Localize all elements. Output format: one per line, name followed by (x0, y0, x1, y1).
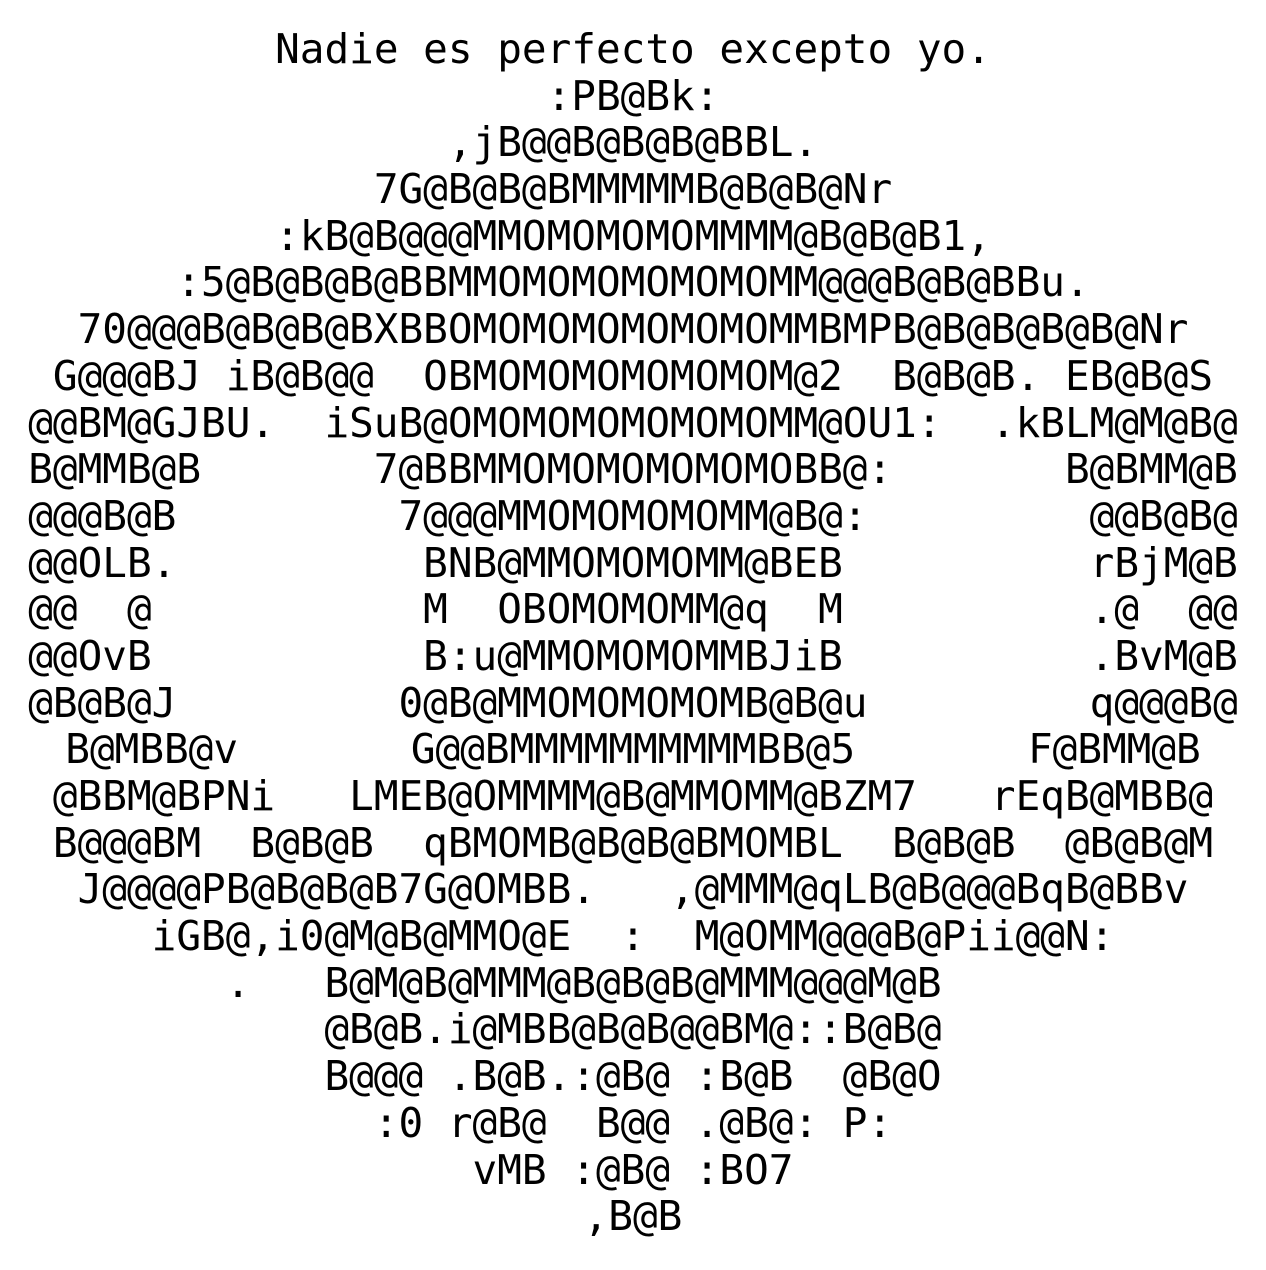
caption-text: Nadie es perfecto excepto yo. (275, 25, 991, 73)
art-line: @@ @ M OBOMOMOMM@q M .@ @@ (28, 585, 1238, 634)
art-line: @B@B@J 0@B@MMOMOMOMOMB@B@u q@@@B@ (28, 678, 1238, 727)
ascii-art-block (0, 26, 1266, 1240)
art-line: ,jB@@B@B@B@BBL. (447, 118, 819, 167)
art-line: ,B@B (583, 1192, 683, 1241)
art-line: :kB@B@@@MMOMOMOMOMMMM@B@B@B1, (275, 211, 991, 260)
art-line: :0 r@B@ B@@ .@B@: P: (373, 1098, 893, 1147)
art-line: @B@B.i@MBB@B@B@@BM@::B@B@ (324, 1005, 942, 1054)
art-line: 7G@B@B@BMMMMMB@B@B@Nr (373, 165, 893, 214)
art-line: G@@@BJ iB@B@@ OBMOMOMOMOMOMOM@2 B@B@B. EB@B@S (52, 351, 1214, 400)
art-line: J@@@@PB@B@B@B7G@OMBB. ,@MMM@qLB@B@@@BqB@BBv (77, 865, 1189, 914)
art-line: @@OvB B:u@MMOMOMOMMBJiB .BvM@B (28, 631, 1238, 680)
art-line: 70@@@B@B@B@BXBBOMOMOMOMOMOMOMMBMPB@B@B@B@B@Nr (77, 305, 1189, 354)
art-line: @@BM@GJBU. iSuB@OMOMOMOMOMOMOMM@OU1: .kBLM@M@B@ (28, 398, 1238, 447)
art-line: B@@@BM B@B@B qBMOMB@B@B@BMOMBL B@B@B @B@B@M (52, 818, 1214, 867)
art-line: B@MMB@B 7@BBMMOMOMOMOMOMOBB@: B@BMM@B (28, 445, 1238, 494)
art-line: @@OLB. BNB@MMOMOMOMM@BEB rBjM@B (28, 538, 1238, 587)
art-line: iGB@,i0@M@B@MMO@E : M@OMM@@@B@Pii@@N: (151, 912, 1115, 961)
art-line: B@@@ .B@B.:@B@ :B@B @B@O (324, 1052, 942, 1101)
art-line: @@@B@B 7@@@MMOMOMOMOMM@B@: @@B@B@ (28, 491, 1238, 540)
art-line: vMB :@B@ :BO7 (472, 1145, 794, 1194)
art-line: :PB@Bk: (546, 71, 720, 120)
art-line: . B@M@B@MMM@B@B@B@MMM@@@M@B (225, 958, 1041, 1007)
art-line: B@MBB@v G@@BMMMMMMMMMMBB@5 F@BMM@B (65, 725, 1201, 774)
art-line: :5@B@B@B@BBMMOMOMOMOMOMOMM@@@B@B@BBu. (176, 258, 1090, 307)
art-line: @BBM@BPNi LMEB@OMMMM@B@MMOMM@BZM7 rEqB@MBB@ (52, 772, 1214, 820)
